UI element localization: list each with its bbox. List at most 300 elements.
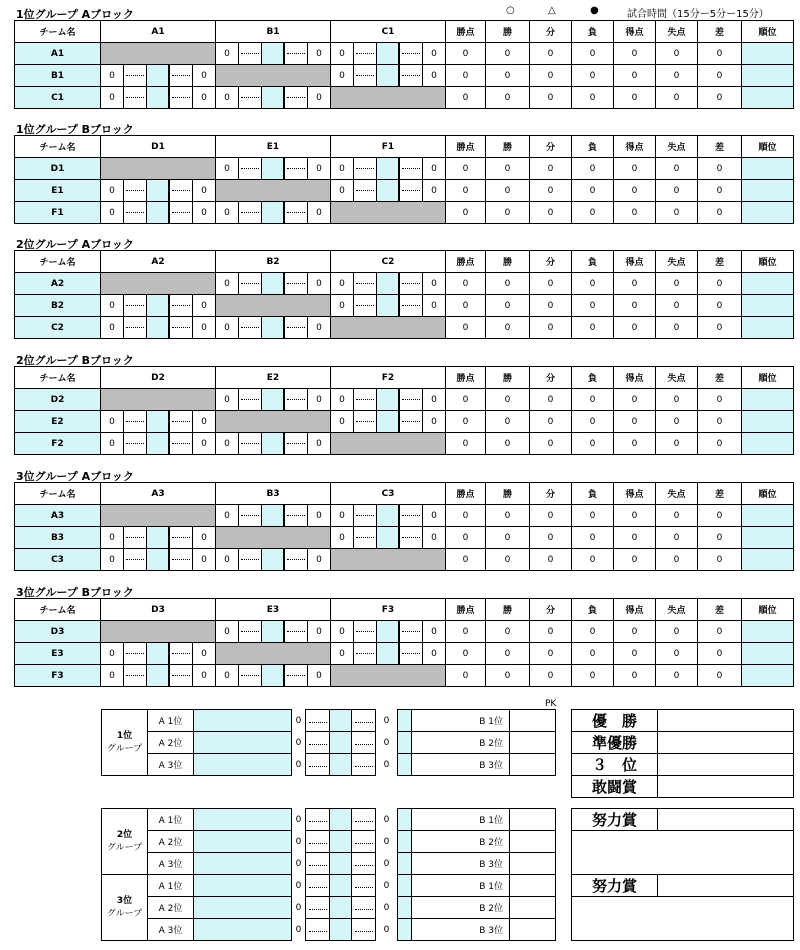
stat-value[interactable]: 0 — [698, 643, 742, 665]
stat-value[interactable]: 0 — [614, 317, 656, 339]
match-cell[interactable] — [216, 158, 331, 180]
stat-value[interactable]: 0 — [530, 295, 572, 317]
score-cell[interactable] — [331, 65, 445, 86]
match-cell[interactable] — [216, 665, 331, 687]
match-cell[interactable] — [331, 643, 446, 665]
score-right[interactable]: 0 — [316, 163, 322, 174]
rank-cell[interactable] — [742, 87, 794, 109]
rank-cell[interactable] — [742, 665, 794, 687]
stat-value[interactable]: 0 — [656, 87, 698, 109]
score-right[interactable]: 0 — [201, 92, 207, 103]
score-cell[interactable] — [331, 158, 445, 179]
stat-value[interactable]: 0 — [572, 158, 614, 180]
stat-value[interactable]: 0 — [614, 43, 656, 65]
stat-value[interactable]: 0 — [486, 273, 530, 295]
rank-cell[interactable] — [742, 43, 794, 65]
stat-value[interactable]: 0 — [572, 65, 614, 87]
score-right[interactable]: 0 — [316, 207, 322, 218]
team-b-input[interactable] — [398, 754, 412, 776]
stat-value[interactable]: 0 — [572, 665, 614, 687]
score-right[interactable]: 0 — [431, 648, 437, 659]
match-cell[interactable] — [331, 158, 446, 180]
score-left[interactable]: 0 — [109, 185, 115, 196]
score-cell[interactable] — [216, 549, 330, 570]
score-left[interactable]: 0 — [339, 70, 345, 81]
team-b-input[interactable] — [398, 875, 412, 897]
team-a-input[interactable] — [194, 853, 292, 875]
stat-value[interactable]: 0 — [572, 43, 614, 65]
score-right[interactable]: 0 — [316, 322, 322, 333]
stat-value[interactable]: 0 — [486, 505, 530, 527]
stat-value[interactable]: 0 — [530, 87, 572, 109]
stat-value[interactable]: 0 — [698, 43, 742, 65]
match-cell[interactable] — [216, 202, 331, 224]
score-right[interactable]: 0 — [201, 70, 207, 81]
stat-value[interactable]: 0 — [614, 643, 656, 665]
stat-value[interactable]: 0 — [698, 202, 742, 224]
match-cell[interactable] — [101, 202, 216, 224]
stat-value[interactable]: 0 — [446, 87, 486, 109]
pk-cell[interactable] — [510, 710, 556, 732]
stat-value[interactable]: 0 — [614, 389, 656, 411]
score-left[interactable]: 0 — [109, 70, 115, 81]
stat-value[interactable]: 0 — [530, 158, 572, 180]
score-cell[interactable] — [216, 505, 330, 526]
rank-cell[interactable] — [742, 433, 794, 455]
score-right[interactable]: 0 — [201, 207, 207, 218]
score-right[interactable]: 0 — [201, 438, 207, 449]
match-cell[interactable] — [216, 549, 331, 571]
stat-value[interactable]: 0 — [486, 65, 530, 87]
stat-value[interactable]: 0 — [486, 87, 530, 109]
match-cell[interactable] — [101, 65, 216, 87]
rank-cell[interactable] — [742, 621, 794, 643]
stat-value[interactable]: 0 — [698, 273, 742, 295]
stat-value[interactable]: 0 — [530, 527, 572, 549]
match-cell[interactable] — [216, 273, 331, 295]
score-left[interactable]: 0 — [339, 48, 345, 59]
stat-value[interactable]: 0 — [572, 317, 614, 339]
stat-value[interactable]: 0 — [446, 549, 486, 571]
stat-value[interactable]: 0 — [656, 295, 698, 317]
stat-value[interactable]: 0 — [614, 665, 656, 687]
score-right[interactable]: 0 — [316, 626, 322, 637]
match-cell[interactable] — [331, 505, 446, 527]
match-cell[interactable] — [331, 621, 446, 643]
stat-value[interactable]: 0 — [446, 621, 486, 643]
stat-value[interactable]: 0 — [698, 158, 742, 180]
team-a-input[interactable] — [194, 831, 292, 853]
match-cell[interactable] — [101, 527, 216, 549]
score-cell[interactable] — [216, 317, 330, 338]
stat-value[interactable]: 0 — [530, 433, 572, 455]
stat-value[interactable]: 0 — [656, 389, 698, 411]
stat-value[interactable]: 0 — [614, 433, 656, 455]
score-left[interactable]: 0 — [224, 48, 230, 59]
stat-value[interactable]: 0 — [446, 295, 486, 317]
score-left[interactable]: 0 — [224, 92, 230, 103]
stat-value[interactable]: 0 — [446, 202, 486, 224]
rank-cell[interactable] — [742, 411, 794, 433]
score-right[interactable]: 0 — [431, 48, 437, 59]
pk-cell[interactable] — [510, 809, 556, 831]
stat-value[interactable]: 0 — [486, 180, 530, 202]
stat-value[interactable]: 0 — [656, 158, 698, 180]
score-cell[interactable] — [101, 433, 215, 454]
stat-value[interactable]: 0 — [656, 665, 698, 687]
stat-value[interactable]: 0 — [572, 527, 614, 549]
stat-value[interactable]: 0 — [446, 317, 486, 339]
stat-value[interactable]: 0 — [572, 273, 614, 295]
score-left[interactable]: 0 — [109, 532, 115, 543]
stat-value[interactable]: 0 — [486, 411, 530, 433]
stat-value[interactable]: 0 — [698, 87, 742, 109]
stat-value[interactable]: 0 — [614, 87, 656, 109]
stat-value[interactable]: 0 — [656, 317, 698, 339]
score-cell[interactable] — [216, 158, 330, 179]
score-right[interactable]: 0 — [201, 300, 207, 311]
stat-value[interactable]: 0 — [698, 180, 742, 202]
score-cell[interactable] — [216, 87, 330, 108]
team-b-input[interactable] — [398, 897, 412, 919]
match-cell[interactable] — [216, 87, 331, 109]
stat-value[interactable]: 0 — [486, 317, 530, 339]
stat-value[interactable]: 0 — [656, 411, 698, 433]
score-cell[interactable] — [216, 621, 330, 642]
score-right[interactable]: 0 — [431, 416, 437, 427]
team-b-input[interactable] — [398, 853, 412, 875]
score-left[interactable]: 0 — [339, 416, 345, 427]
pk-cell[interactable] — [510, 897, 556, 919]
match-cell[interactable] — [331, 43, 446, 65]
stat-value[interactable]: 0 — [656, 433, 698, 455]
score-cell[interactable] — [216, 665, 330, 686]
team-a-input[interactable] — [194, 875, 292, 897]
score-left[interactable]: 0 — [109, 438, 115, 449]
match-cell[interactable] — [216, 43, 331, 65]
rank-cell[interactable] — [742, 273, 794, 295]
team-a-input[interactable] — [194, 754, 292, 776]
pk-cell[interactable] — [510, 732, 556, 754]
match-cell[interactable] — [331, 65, 446, 87]
rank-cell[interactable] — [742, 295, 794, 317]
stat-value[interactable]: 0 — [614, 621, 656, 643]
stat-value[interactable]: 0 — [486, 295, 530, 317]
team-a-input[interactable] — [194, 710, 292, 732]
score-cell[interactable] — [331, 43, 445, 64]
rank-cell[interactable] — [742, 158, 794, 180]
stat-value[interactable]: 0 — [530, 643, 572, 665]
score-left[interactable]: 0 — [224, 207, 230, 218]
score-right[interactable]: 0 — [431, 510, 437, 521]
pk-cell[interactable] — [510, 919, 556, 941]
score-left[interactable]: 0 — [224, 626, 230, 637]
stat-value[interactable]: 0 — [572, 433, 614, 455]
stat-value[interactable]: 0 — [446, 273, 486, 295]
stat-value[interactable]: 0 — [656, 527, 698, 549]
stat-value[interactable]: 0 — [530, 65, 572, 87]
stat-value[interactable]: 0 — [572, 505, 614, 527]
rank-cell[interactable] — [742, 202, 794, 224]
stat-value[interactable]: 0 — [486, 158, 530, 180]
stat-value[interactable]: 0 — [486, 527, 530, 549]
stat-value[interactable]: 0 — [446, 433, 486, 455]
stat-value[interactable]: 0 — [486, 433, 530, 455]
score-left[interactable]: 0 — [224, 322, 230, 333]
stat-value[interactable]: 0 — [614, 180, 656, 202]
stat-value[interactable]: 0 — [446, 180, 486, 202]
score-cell[interactable] — [101, 411, 215, 432]
stat-value[interactable]: 0 — [698, 665, 742, 687]
match-cell[interactable] — [101, 433, 216, 455]
stat-value[interactable]: 0 — [572, 549, 614, 571]
match-cell[interactable] — [101, 180, 216, 202]
score-cell[interactable] — [331, 527, 445, 548]
stat-value[interactable]: 0 — [614, 273, 656, 295]
score-right[interactable]: 0 — [201, 532, 207, 543]
stat-value[interactable]: 0 — [656, 65, 698, 87]
stat-value[interactable]: 0 — [530, 43, 572, 65]
match-cell[interactable] — [331, 389, 446, 411]
stat-value[interactable]: 0 — [530, 389, 572, 411]
stat-value[interactable]: 0 — [698, 295, 742, 317]
match-cell[interactable] — [101, 549, 216, 571]
match-cell[interactable] — [101, 665, 216, 687]
stat-value[interactable]: 0 — [530, 273, 572, 295]
score-right[interactable]: 0 — [316, 554, 322, 565]
stat-value[interactable]: 0 — [486, 643, 530, 665]
score-left[interactable]: 0 — [339, 532, 345, 543]
stat-value[interactable]: 0 — [656, 180, 698, 202]
score-cell[interactable] — [331, 621, 445, 642]
stat-value[interactable]: 0 — [614, 411, 656, 433]
score-cell[interactable] — [331, 295, 445, 316]
score-left[interactable]: 0 — [109, 322, 115, 333]
score-cell[interactable] — [101, 65, 215, 86]
stat-value[interactable]: 0 — [698, 527, 742, 549]
score-left[interactable]: 0 — [339, 510, 345, 521]
score-left[interactable]: 0 — [224, 278, 230, 289]
stat-value[interactable]: 0 — [698, 317, 742, 339]
match-cell[interactable] — [101, 411, 216, 433]
stat-value[interactable]: 0 — [530, 549, 572, 571]
score-left[interactable]: 0 — [339, 626, 345, 637]
stat-value[interactable]: 0 — [530, 317, 572, 339]
rank-cell[interactable] — [742, 527, 794, 549]
stat-value[interactable]: 0 — [614, 295, 656, 317]
stat-value[interactable]: 0 — [446, 505, 486, 527]
match-cell[interactable] — [216, 621, 331, 643]
stat-value[interactable]: 0 — [656, 643, 698, 665]
match-cell[interactable] — [216, 433, 331, 455]
rank-cell[interactable] — [742, 505, 794, 527]
score-left[interactable]: 0 — [109, 648, 115, 659]
stat-value[interactable]: 0 — [614, 549, 656, 571]
score-right[interactable]: 0 — [201, 416, 207, 427]
score-left[interactable]: 0 — [224, 510, 230, 521]
match-cell[interactable] — [216, 505, 331, 527]
stat-value[interactable]: 0 — [572, 643, 614, 665]
score-right[interactable]: 0 — [316, 48, 322, 59]
stat-value[interactable]: 0 — [486, 549, 530, 571]
stat-value[interactable]: 0 — [486, 665, 530, 687]
score-cell[interactable] — [101, 202, 215, 223]
team-b-input[interactable] — [398, 710, 412, 732]
stat-value[interactable]: 0 — [530, 621, 572, 643]
rank-cell[interactable] — [742, 643, 794, 665]
score-left[interactable]: 0 — [339, 394, 345, 405]
stat-value[interactable]: 0 — [530, 505, 572, 527]
match-cell[interactable] — [216, 317, 331, 339]
score-left[interactable]: 0 — [224, 554, 230, 565]
match-cell[interactable] — [101, 295, 216, 317]
stat-value[interactable]: 0 — [486, 389, 530, 411]
score-left[interactable]: 0 — [109, 207, 115, 218]
score-right[interactable]: 0 — [431, 185, 437, 196]
score-left[interactable]: 0 — [109, 92, 115, 103]
stat-value[interactable]: 0 — [530, 665, 572, 687]
stat-value[interactable]: 0 — [656, 273, 698, 295]
score-cell[interactable] — [101, 643, 215, 664]
score-left[interactable]: 0 — [224, 438, 230, 449]
rank-cell[interactable] — [742, 389, 794, 411]
rank-cell[interactable] — [742, 549, 794, 571]
score-cell[interactable] — [331, 411, 445, 432]
stat-value[interactable]: 0 — [698, 389, 742, 411]
score-cell[interactable] — [101, 665, 215, 686]
pk-cell[interactable] — [510, 831, 556, 853]
score-right[interactable]: 0 — [431, 278, 437, 289]
score-right[interactable]: 0 — [431, 626, 437, 637]
match-cell[interactable] — [331, 180, 446, 202]
stat-value[interactable]: 0 — [446, 389, 486, 411]
team-b-input[interactable] — [398, 809, 412, 831]
score-right[interactable]: 0 — [431, 163, 437, 174]
team-a-input[interactable] — [194, 809, 292, 831]
score-cell[interactable] — [101, 180, 215, 201]
match-cell[interactable] — [331, 411, 446, 433]
rank-cell[interactable] — [742, 65, 794, 87]
match-cell[interactable] — [101, 643, 216, 665]
stat-value[interactable]: 0 — [614, 65, 656, 87]
match-cell[interactable] — [331, 527, 446, 549]
score-right[interactable]: 0 — [316, 438, 322, 449]
stat-value[interactable]: 0 — [656, 43, 698, 65]
score-cell[interactable] — [101, 549, 215, 570]
score-cell[interactable] — [101, 87, 215, 108]
score-left[interactable]: 0 — [224, 394, 230, 405]
stat-value[interactable]: 0 — [656, 621, 698, 643]
score-cell[interactable] — [216, 389, 330, 410]
stat-value[interactable]: 0 — [698, 505, 742, 527]
stat-value[interactable]: 0 — [530, 180, 572, 202]
stat-value[interactable]: 0 — [530, 202, 572, 224]
stat-value[interactable]: 0 — [446, 643, 486, 665]
score-cell[interactable] — [331, 180, 445, 201]
stat-value[interactable]: 0 — [656, 202, 698, 224]
score-left[interactable]: 0 — [339, 278, 345, 289]
pk-cell[interactable] — [510, 853, 556, 875]
stat-value[interactable]: 0 — [572, 621, 614, 643]
match-cell[interactable] — [101, 317, 216, 339]
score-right[interactable]: 0 — [431, 70, 437, 81]
stat-value[interactable]: 0 — [486, 621, 530, 643]
score-cell[interactable] — [331, 505, 445, 526]
stat-value[interactable]: 0 — [698, 65, 742, 87]
match-cell[interactable] — [101, 87, 216, 109]
stat-value[interactable]: 0 — [572, 389, 614, 411]
score-right[interactable]: 0 — [201, 322, 207, 333]
team-b-input[interactable] — [398, 919, 412, 941]
score-right[interactable]: 0 — [201, 554, 207, 565]
stat-value[interactable]: 0 — [572, 202, 614, 224]
stat-value[interactable]: 0 — [656, 549, 698, 571]
stat-value[interactable]: 0 — [572, 87, 614, 109]
stat-value[interactable]: 0 — [698, 549, 742, 571]
score-right[interactable]: 0 — [431, 394, 437, 405]
score-cell[interactable] — [101, 295, 215, 316]
score-cell[interactable] — [331, 273, 445, 294]
score-right[interactable]: 0 — [316, 510, 322, 521]
score-cell[interactable] — [101, 527, 215, 548]
score-left[interactable]: 0 — [339, 163, 345, 174]
team-b-input[interactable] — [398, 732, 412, 754]
score-left[interactable]: 0 — [339, 300, 345, 311]
stat-value[interactable]: 0 — [614, 158, 656, 180]
score-left[interactable]: 0 — [109, 554, 115, 565]
score-left[interactable]: 0 — [339, 185, 345, 196]
stat-value[interactable]: 0 — [572, 295, 614, 317]
score-left[interactable]: 0 — [109, 670, 115, 681]
score-left[interactable]: 0 — [224, 163, 230, 174]
match-cell[interactable] — [331, 295, 446, 317]
team-b-input[interactable] — [398, 831, 412, 853]
rank-cell[interactable] — [742, 317, 794, 339]
team-a-input[interactable] — [194, 919, 292, 941]
stat-value[interactable]: 0 — [446, 527, 486, 549]
score-cell[interactable] — [216, 202, 330, 223]
stat-value[interactable]: 0 — [446, 665, 486, 687]
rank-cell[interactable] — [742, 180, 794, 202]
score-right[interactable]: 0 — [316, 394, 322, 405]
score-left[interactable]: 0 — [339, 648, 345, 659]
stat-value[interactable]: 0 — [486, 43, 530, 65]
score-right[interactable]: 0 — [316, 670, 322, 681]
stat-value[interactable]: 0 — [698, 433, 742, 455]
pk-cell[interactable] — [510, 875, 556, 897]
stat-value[interactable]: 0 — [446, 43, 486, 65]
score-cell[interactable] — [101, 317, 215, 338]
stat-value[interactable]: 0 — [572, 411, 614, 433]
score-right[interactable]: 0 — [201, 185, 207, 196]
score-left[interactable]: 0 — [224, 670, 230, 681]
score-cell[interactable] — [216, 273, 330, 294]
stat-value[interactable]: 0 — [446, 411, 486, 433]
team-a-input[interactable] — [194, 732, 292, 754]
stat-value[interactable]: 0 — [614, 202, 656, 224]
stat-value[interactable]: 0 — [656, 505, 698, 527]
score-right[interactable]: 0 — [431, 532, 437, 543]
pk-cell[interactable] — [510, 754, 556, 776]
match-cell[interactable] — [331, 273, 446, 295]
stat-value[interactable]: 0 — [446, 158, 486, 180]
team-a-input[interactable] — [194, 897, 292, 919]
score-cell[interactable] — [216, 433, 330, 454]
score-right[interactable]: 0 — [201, 670, 207, 681]
score-left[interactable]: 0 — [109, 300, 115, 311]
stat-value[interactable]: 0 — [698, 411, 742, 433]
stat-value[interactable]: 0 — [446, 65, 486, 87]
